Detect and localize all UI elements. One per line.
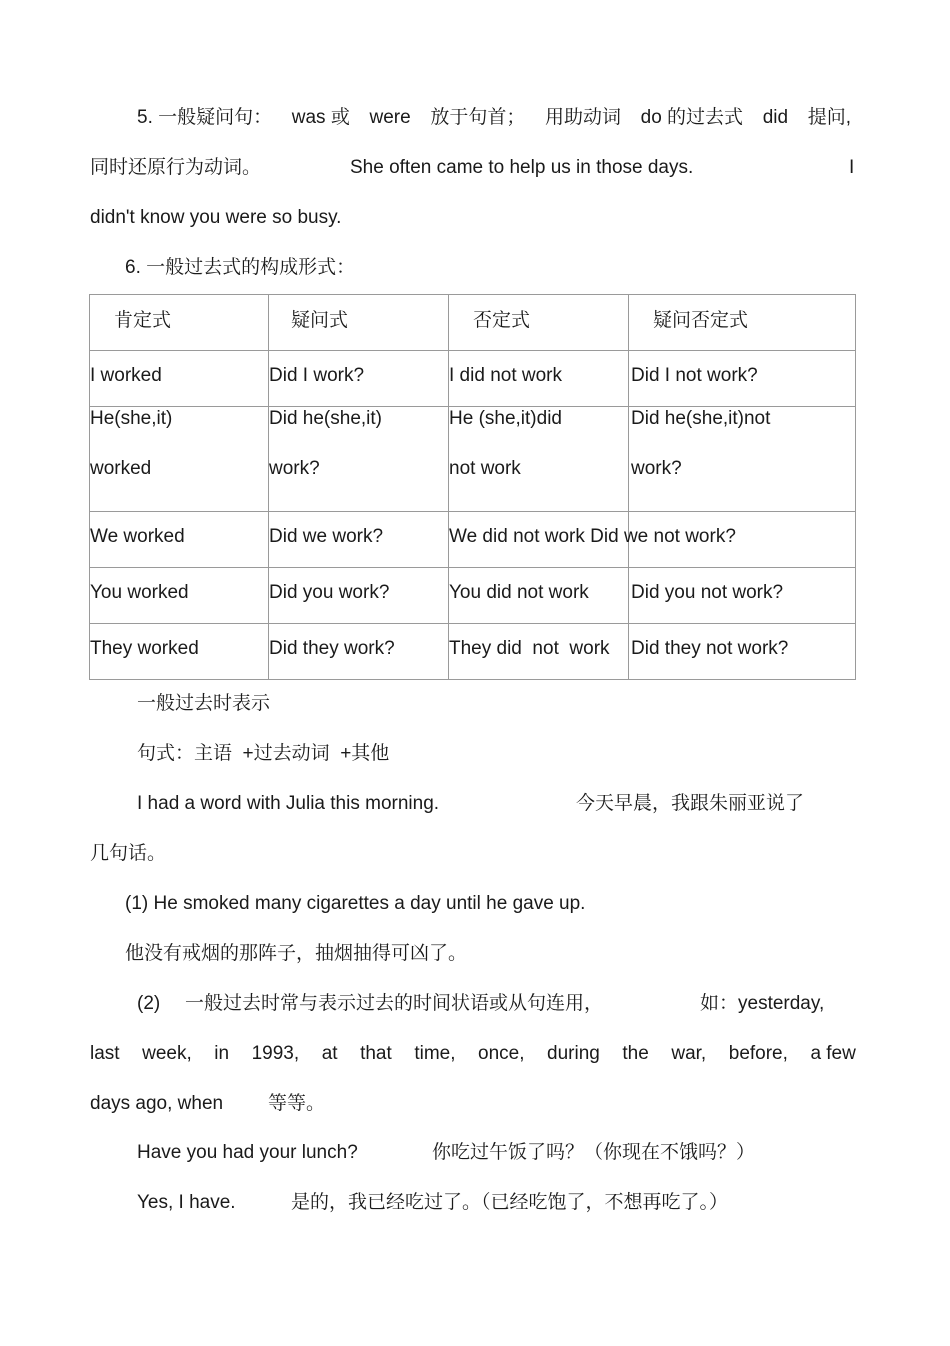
- table-cell: Did they not work?: [629, 624, 856, 680]
- header-cell: 疑问式: [269, 295, 449, 351]
- question-english: Have you had your lunch?: [137, 1142, 358, 1163]
- time-word: time,: [414, 1043, 456, 1064]
- time-word: week,: [142, 1043, 192, 1064]
- table-cell: Did I not work?: [629, 351, 856, 407]
- table-cell: He (she,it)did not work: [449, 407, 629, 512]
- time-word: during: [547, 1043, 600, 1064]
- example2-line2: [90, 1042, 856, 1066]
- table-row: [90, 407, 856, 512]
- example-english: I had a word with Julia this morning.: [137, 793, 440, 814]
- time-word: a few: [810, 1043, 856, 1064]
- table-cell: Did you not work?: [629, 568, 856, 624]
- table-cell: He(she,it) worked: [90, 407, 269, 512]
- time-word: that: [360, 1043, 392, 1064]
- table-cell: Did they work?: [269, 624, 449, 680]
- table-cell: We worked: [90, 512, 269, 568]
- table-cell: They worked: [90, 624, 269, 680]
- example-chinese-cont: 几句话。: [90, 843, 167, 864]
- p5-part: did: [762, 107, 789, 128]
- p5-part: were: [369, 107, 411, 128]
- example2-text: 一般过去时常与表示过去的时间状语或从句连用，: [185, 993, 604, 1014]
- p5-line1: [137, 106, 851, 130]
- table-cell: I worked: [90, 351, 269, 407]
- table-row: [90, 512, 856, 568]
- time-word: in: [214, 1043, 230, 1064]
- table-cell: Did we work?: [269, 512, 449, 568]
- time-word: once,: [478, 1043, 525, 1064]
- table-cell: Did he(she,it) work?: [269, 407, 449, 512]
- answer-chinese: 是的，我已经吃过了。（已经吃饱了，不想再吃了。）: [291, 1192, 729, 1213]
- example2-label: (2): [137, 993, 161, 1014]
- header-cell: 疑问否定式: [629, 295, 856, 351]
- table-cell: Did he(she,it)not work?: [629, 407, 856, 512]
- time-word: war,: [671, 1043, 707, 1064]
- time-word: the: [622, 1043, 649, 1064]
- table-cell: They did not work: [449, 624, 629, 680]
- table-cell: We did not work Did we not work?: [449, 512, 629, 568]
- p5-part: 用助动词: [544, 107, 621, 128]
- time-word: last: [90, 1043, 120, 1064]
- time-word: 1993,: [251, 1043, 300, 1064]
- example2-line3-chinese: 等等。: [268, 1093, 326, 1114]
- p5-line3: didn't know you were so busy.: [90, 207, 342, 228]
- table-cell: Did you work?: [269, 568, 449, 624]
- p5-part: 放于句首；: [430, 107, 526, 128]
- p5-part: 5. 一般疑问句：: [137, 107, 273, 128]
- p5-line2-example: She often came to help us in those days.: [350, 157, 694, 178]
- p6-heading: 6. 一般过去式的构成形式：: [125, 257, 356, 278]
- example2-ru: 如：yesterday,: [700, 993, 825, 1014]
- usage-title: 一般过去时表示: [137, 693, 271, 714]
- example1-english: (1) He smoked many cigarettes a day until he gave up.: [125, 893, 586, 914]
- p5-part: 提问,: [807, 107, 851, 128]
- header-cell: 否定式: [449, 295, 629, 351]
- header-cell: 肯定式: [90, 295, 269, 351]
- p5-part: do 的过去式: [640, 107, 744, 128]
- table-header-row: [90, 295, 856, 351]
- p5-part: was 或: [291, 107, 350, 128]
- table-cell: You did not work: [449, 568, 629, 624]
- time-word: at: [321, 1043, 338, 1064]
- answer-english: Yes, I have.: [137, 1192, 236, 1213]
- table-cell: I did not work: [449, 351, 629, 407]
- usage-pattern: 句式：主语 +过去动词 +其他: [137, 743, 390, 764]
- time-word: before,: [728, 1043, 788, 1064]
- question-chinese: 你吃过午饭了吗？（你现在不饿吗？）: [432, 1142, 756, 1163]
- example2-line3: days ago, when: [90, 1093, 224, 1114]
- example1-chinese: 他没有戒烟的那阵子，抽烟抽得可凶了。: [125, 943, 468, 964]
- table-cell: Did I work?: [269, 351, 449, 407]
- table-cell: You worked: [90, 568, 269, 624]
- past-tense-forms-table: [89, 294, 856, 680]
- p5-line2-left: 同时还原行为动词。: [90, 157, 262, 178]
- example-chinese: 今天早晨，我跟朱丽亚说了: [576, 793, 805, 814]
- table-row: [90, 568, 856, 624]
- p5-line2-right: I: [849, 157, 855, 178]
- table-row: [90, 624, 856, 680]
